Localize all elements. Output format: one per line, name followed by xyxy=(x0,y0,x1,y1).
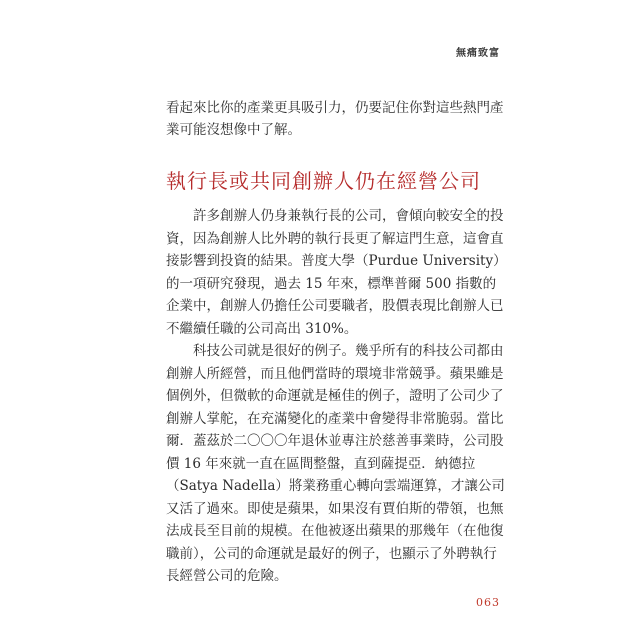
intro-paragraph: 看起來比你的產業更具吸引力，仍要記住你對這些熱門產業可能沒想像中了解。 xyxy=(166,100,504,138)
body-paragraph-1: 許多創辦人仍身兼執行長的公司，會傾向較安全的投資，因為創辦人比外聘的執行長更了解這門生意，這會直接影響到投資的結果。普度大學（Purdue University）的一項研究發現，過去 15 年來，標準普爾 500 指數的企業中，創辦人仍擔任公司要職者，股價表現比創辦人已不繼續任職的公司高出 310%。 xyxy=(166,208,504,337)
body-text xyxy=(166,205,506,588)
running-header: 無痛致富 xyxy=(456,48,500,59)
section-heading: 執行長或共同創辦人仍在經營公司 xyxy=(166,169,481,193)
body-paragraph-2: 科技公司就是很好的例子。幾乎所有的科技公司都由創辦人所經營，而且他們當時的環境非常競爭。蘋果雖是個例外，但微軟的命運就是極佳的例子，證明了公司少了創辦人掌舵，在充滿變化的產業中會變得非常脆弱。當比爾．蓋茲於二〇〇〇年退休並專注於慈善事業時，公司股價 16 年來就一直在區間整盤，直到薩提亞．納德拉（Satya Nadella）將業務重心轉向雲端運算，才讓公司又活了過來。即使是蘋果，如果沒有賈伯斯的帶領，也無法成長至目前的規模。在他被逐出蘋果的那幾年（在他復職前），公司的命運就是最好的例子，也顯示了外聘執行長經營公司的危險。 xyxy=(166,343,505,584)
intro-text xyxy=(166,97,506,141)
page-number: 063 xyxy=(476,596,500,609)
